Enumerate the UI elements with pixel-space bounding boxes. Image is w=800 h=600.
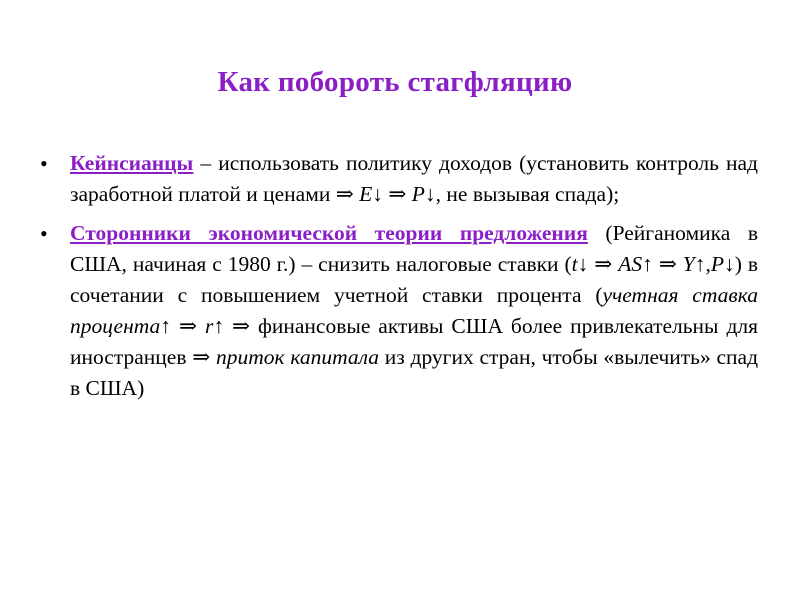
bullet-text: (Рейганомика в США, начиная с 1980 г.) – снизить налоговые ставки (t↓ ⇒ AS↑ ⇒ Y↑,P↓) в сочетании с повышением учетной ставки процента (учетная ставка процента↑ ⇒ r↑ ⇒ финансовые активы США более привлекательны для иностранцев ⇒ приток капитала из других стран, чтобы «вылечить» спад в США) (70, 221, 759, 400)
bullet-list (40, 148, 758, 412)
bullet-text: – использовать политику доходов (установить контроль над заработной платой и ценами ⇒ E↓ ⇒ P↓, не вызывая спада); (70, 151, 758, 206)
bullet-term: Кейнсианцы (70, 151, 194, 175)
bullet-item-supply-side (40, 218, 758, 404)
bullet-item-keynesians (40, 148, 758, 210)
bullet-term: Сторонники экономической теории предложения (70, 221, 588, 245)
bullet-dot-icon: • (40, 221, 48, 246)
bullet-dot-icon: • (40, 151, 48, 176)
slide-title: Как побороть стагфляцию (217, 66, 573, 98)
